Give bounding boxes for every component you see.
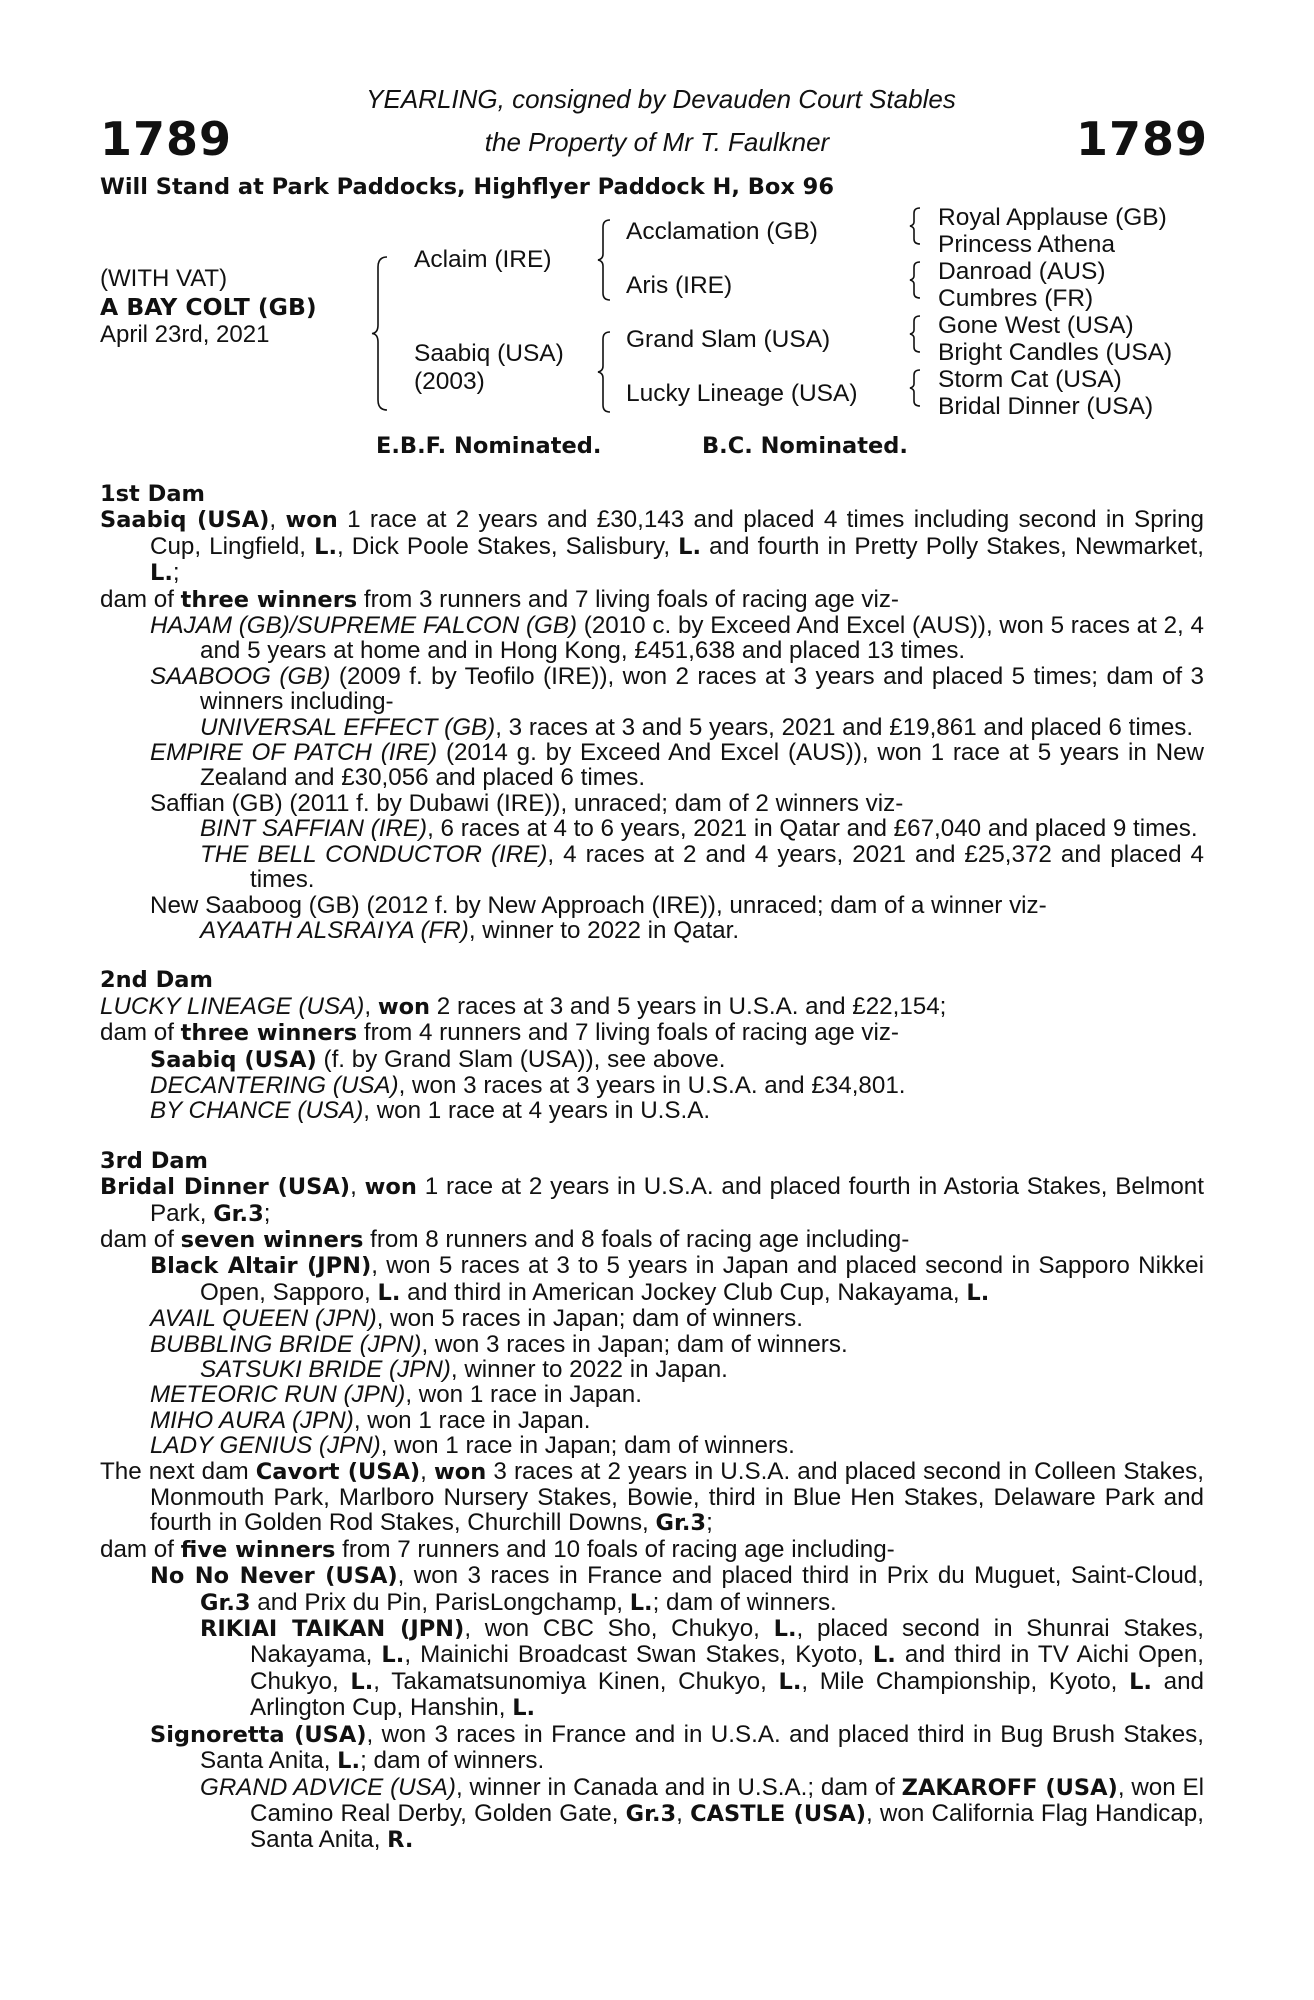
pedigree-gen3-3: Danroad (AUS): [938, 258, 1106, 285]
produce-entry: AVAIL QUEEN (JPN), won 5 races in Japan; dam of winners.: [150, 1305, 803, 1333]
produce-entry: THE BELL CONDUCTOR (IRE), 4 races at 2 and 4 years, 2021 and £25,372 and placed 4 times.: [200, 840, 1205, 894]
produce-entry: SATSUKI BRIDE (JPN), winner to 2022 in Japan.: [200, 1356, 728, 1383]
pedigree-sire: Aclaim (IRE): [414, 246, 552, 273]
produce-entry: AYAATH ALSRAIYA (FR), winner to 2022 in Qatar.: [200, 916, 740, 944]
pedigree-gen3-5: Gone West (USA): [938, 312, 1134, 339]
pedigree-gen3-8: Bridal Dinner (USA): [938, 393, 1154, 420]
dam1-produce-summary: dam of three winners from 3 runners and 7 living foals of racing age viz-: [100, 585, 899, 613]
pedigree-dam-dam: Lucky Lineage (USA): [626, 380, 858, 407]
stand-location: Will Stand at Park Paddocks, Highflyer Paddock H, Box 96: [100, 174, 834, 200]
produce-entry: UNIVERSAL EFFECT (GB), 3 races at 3 and 5 years, 2021 and £19,861 and placed 6 times.: [200, 713, 1194, 741]
pedigree-brace-dam: [596, 330, 612, 414]
produce-entry: MIHO AURA (JPN), won 1 race in Japan.: [150, 1406, 591, 1434]
produce-entry: LADY GENIUS (JPN), won 1 race in Japan; dam of winners.: [150, 1432, 795, 1460]
pedigree-gen3-7: Storm Cat (USA): [938, 366, 1122, 393]
dam2-produce-summary: dam of three winners from 4 runners and 7 living foals of racing age viz-: [100, 1019, 899, 1047]
dam3-record: Bridal Dinner (USA), won 1 race at 2 years in U.S.A. and placed fourth in Astoria Stakes, Belmont Park, Gr.3;: [100, 1173, 1204, 1227]
horse-identity: [100, 265, 317, 349]
pedigree-gen3-4: Cumbres (FR): [938, 285, 1094, 312]
produce-entry: METEORIC RUN (JPN), won 1 race in Japan.: [150, 1381, 642, 1409]
produce-entry: Signoretta (USA), won 3 races in France and in U.S.A. and placed third in Bug Brush Stakes, Santa Anita, L.; dam of winners.: [150, 1720, 1204, 1775]
pedigree-brace-g2: [908, 260, 922, 300]
pedigree-brace-g4: [908, 368, 922, 408]
consignor-line: YEARLING, consigned by Devauden Court Stables: [366, 84, 956, 114]
pedigree-brace-g3: [908, 314, 922, 354]
produce-entry: Black Altair (JPN), won 5 races at 3 to 5 years in Japan and placed second in Sapporo Nikkei Open, Sapporo, L. and third in American Jockey Club Cup, Nakayama, L.: [150, 1252, 1204, 1306]
dam1-record: Saabiq (USA), won 1 race at 2 years and £30,143 and placed 4 times including second in Spring Cup, Lingfield, L., Dick Poole Stakes, Salisbury, L. and fourth in Pretty Polly Stakes, Newmarket, L.;: [100, 506, 1204, 587]
produce-entry: DECANTERING (USA), won 3 races at 3 years in U.S.A. and £34,801.: [150, 1071, 906, 1099]
produce-entry: Saffian (GB) (2011 f. by Dubawi (IRE)), unraced; dam of 2 winners viz-: [150, 789, 904, 817]
lot-number-right: 1789: [1075, 112, 1208, 166]
pedigree-gen3-1: Royal Applause (GB): [938, 204, 1167, 231]
pedigree-brace-sire: [596, 218, 612, 302]
bc-nomination: B.C. Nominated.: [702, 433, 908, 459]
dam3-produce-summary: dam of seven winners from 8 runners and 8 foals of racing age including-: [100, 1225, 910, 1253]
pedigree-dam-sire: Grand Slam (USA): [626, 326, 831, 353]
pedigree-dam: Saabiq (USA): [414, 340, 564, 367]
section-heading-2nd-dam: 2nd Dam: [100, 967, 213, 994]
produce-entry: EMPIRE OF PATCH (IRE) (2014 g. by Exceed And Excel (AUS)), won 1 race at 5 years in New Zealand and £30,056 and placed 6 times.: [150, 739, 1204, 792]
produce-entry: No No Never (USA), won 3 races in France and placed third in Prix du Muguet, Saint-Cloud, Gr.3 and Prix du Pin, ParisLongchamp, L.; dam of winners.: [150, 1562, 1204, 1616]
produce-entry: BINT SAFFIAN (IRE), 6 races at 4 to 6 years, 2021 in Qatar and £67,040 and placed 9 times.: [200, 815, 1198, 843]
pedigree-brace-g1: [908, 206, 922, 246]
produce-entry: HAJAM (GB)/SUPREME FALCON (GB) (2010 c. by Exceed And Excel (AUS)), won 5 races at 2, 4 and 5 years at home and in Hong Kong, £451,638 and placed 13 times.: [150, 612, 1204, 665]
pedigree-brace-main: [370, 255, 390, 412]
ebf-nomination: E.B.F. Nominated.: [376, 433, 602, 459]
produce-entry: RIKIAI TAIKAN (JPN), won CBC Sho, Chukyo, L., placed second in Shunrai Stakes, Nakayama, L., Mainichi Broadcast Swan Stakes, Kyoto, L. and third in TV Aichi Open, Chukyo, L., Takamatsunomiya Kinen, Chukyo, L., Mile Championship, Kyoto, L. and Arlington Cup, Hanshin, L.: [200, 1615, 1205, 1722]
catalogue-body: [100, 482, 1204, 1854]
lot-number-left: 1789: [100, 112, 233, 166]
pedigree-gen3-6: Bright Candles (USA): [938, 339, 1173, 366]
owner-line: the Property of Mr T. Faulkner: [484, 127, 830, 157]
produce-entry: GRAND ADVICE (USA), winner in Canada and in U.S.A.; dam of ZAKAROFF (USA), won El Camino Real Derby, Golden Gate, Gr.3, CASTLE (USA), won California Flag Handicap, Santa Anita, R.: [200, 1773, 1205, 1854]
section-heading-3rd-dam: 3rd Dam: [100, 1147, 208, 1174]
next-dam-record: The next dam Cavort (USA), won 3 races at 2 years in U.S.A. and placed second in Colleen Stakes, Monmouth Park, Marlboro Nursery Stakes, Bowie, third in Blue Hen Stakes, Delaware Park and fourth in Golden Rod Stakes, Churchill Downs, Gr.3;: [100, 1457, 1204, 1537]
pedigree-sire-dam: Aris (IRE): [626, 272, 733, 299]
pedigree-dam-year: (2003): [414, 368, 485, 395]
section-heading-1st-dam: 1st Dam: [100, 481, 205, 507]
dam2-record: LUCKY LINEAGE (USA), won 2 races at 3 and 5 years in U.S.A. and £22,154;: [100, 992, 947, 1020]
produce-entry: SAABOOG (GB) (2009 f. by Teofilo (IRE)), won 2 races at 3 years and placed 5 times; dam of 3 winners including-: [150, 662, 1205, 716]
foaling-date: April 23rd, 2021: [100, 321, 270, 348]
pedigree-gen3-2: Princess Athena: [938, 231, 1116, 258]
produce-entry: New Saaboog (GB) (2012 f. by New Approach (IRE)), unraced; dam of a winner viz-: [150, 891, 1047, 919]
produce-entry: BY CHANCE (USA), won 1 race at 4 years in U.S.A.: [150, 1097, 711, 1125]
produce-entry: Saabiq (USA) (f. by Grand Slam (USA)), see above.: [150, 1045, 726, 1073]
produce-entry: BUBBLING BRIDE (JPN), won 3 races in Japan; dam of winners.: [150, 1330, 848, 1358]
next-dam-produce-summary: dam of five winners from 7 runners and 10 foals of racing age including-: [100, 1535, 895, 1563]
vat-note: (WITH VAT): [100, 265, 228, 292]
pedigree-sire-sire: Acclamation (GB): [626, 218, 818, 245]
horse-name: A BAY COLT (GB): [100, 293, 317, 321]
